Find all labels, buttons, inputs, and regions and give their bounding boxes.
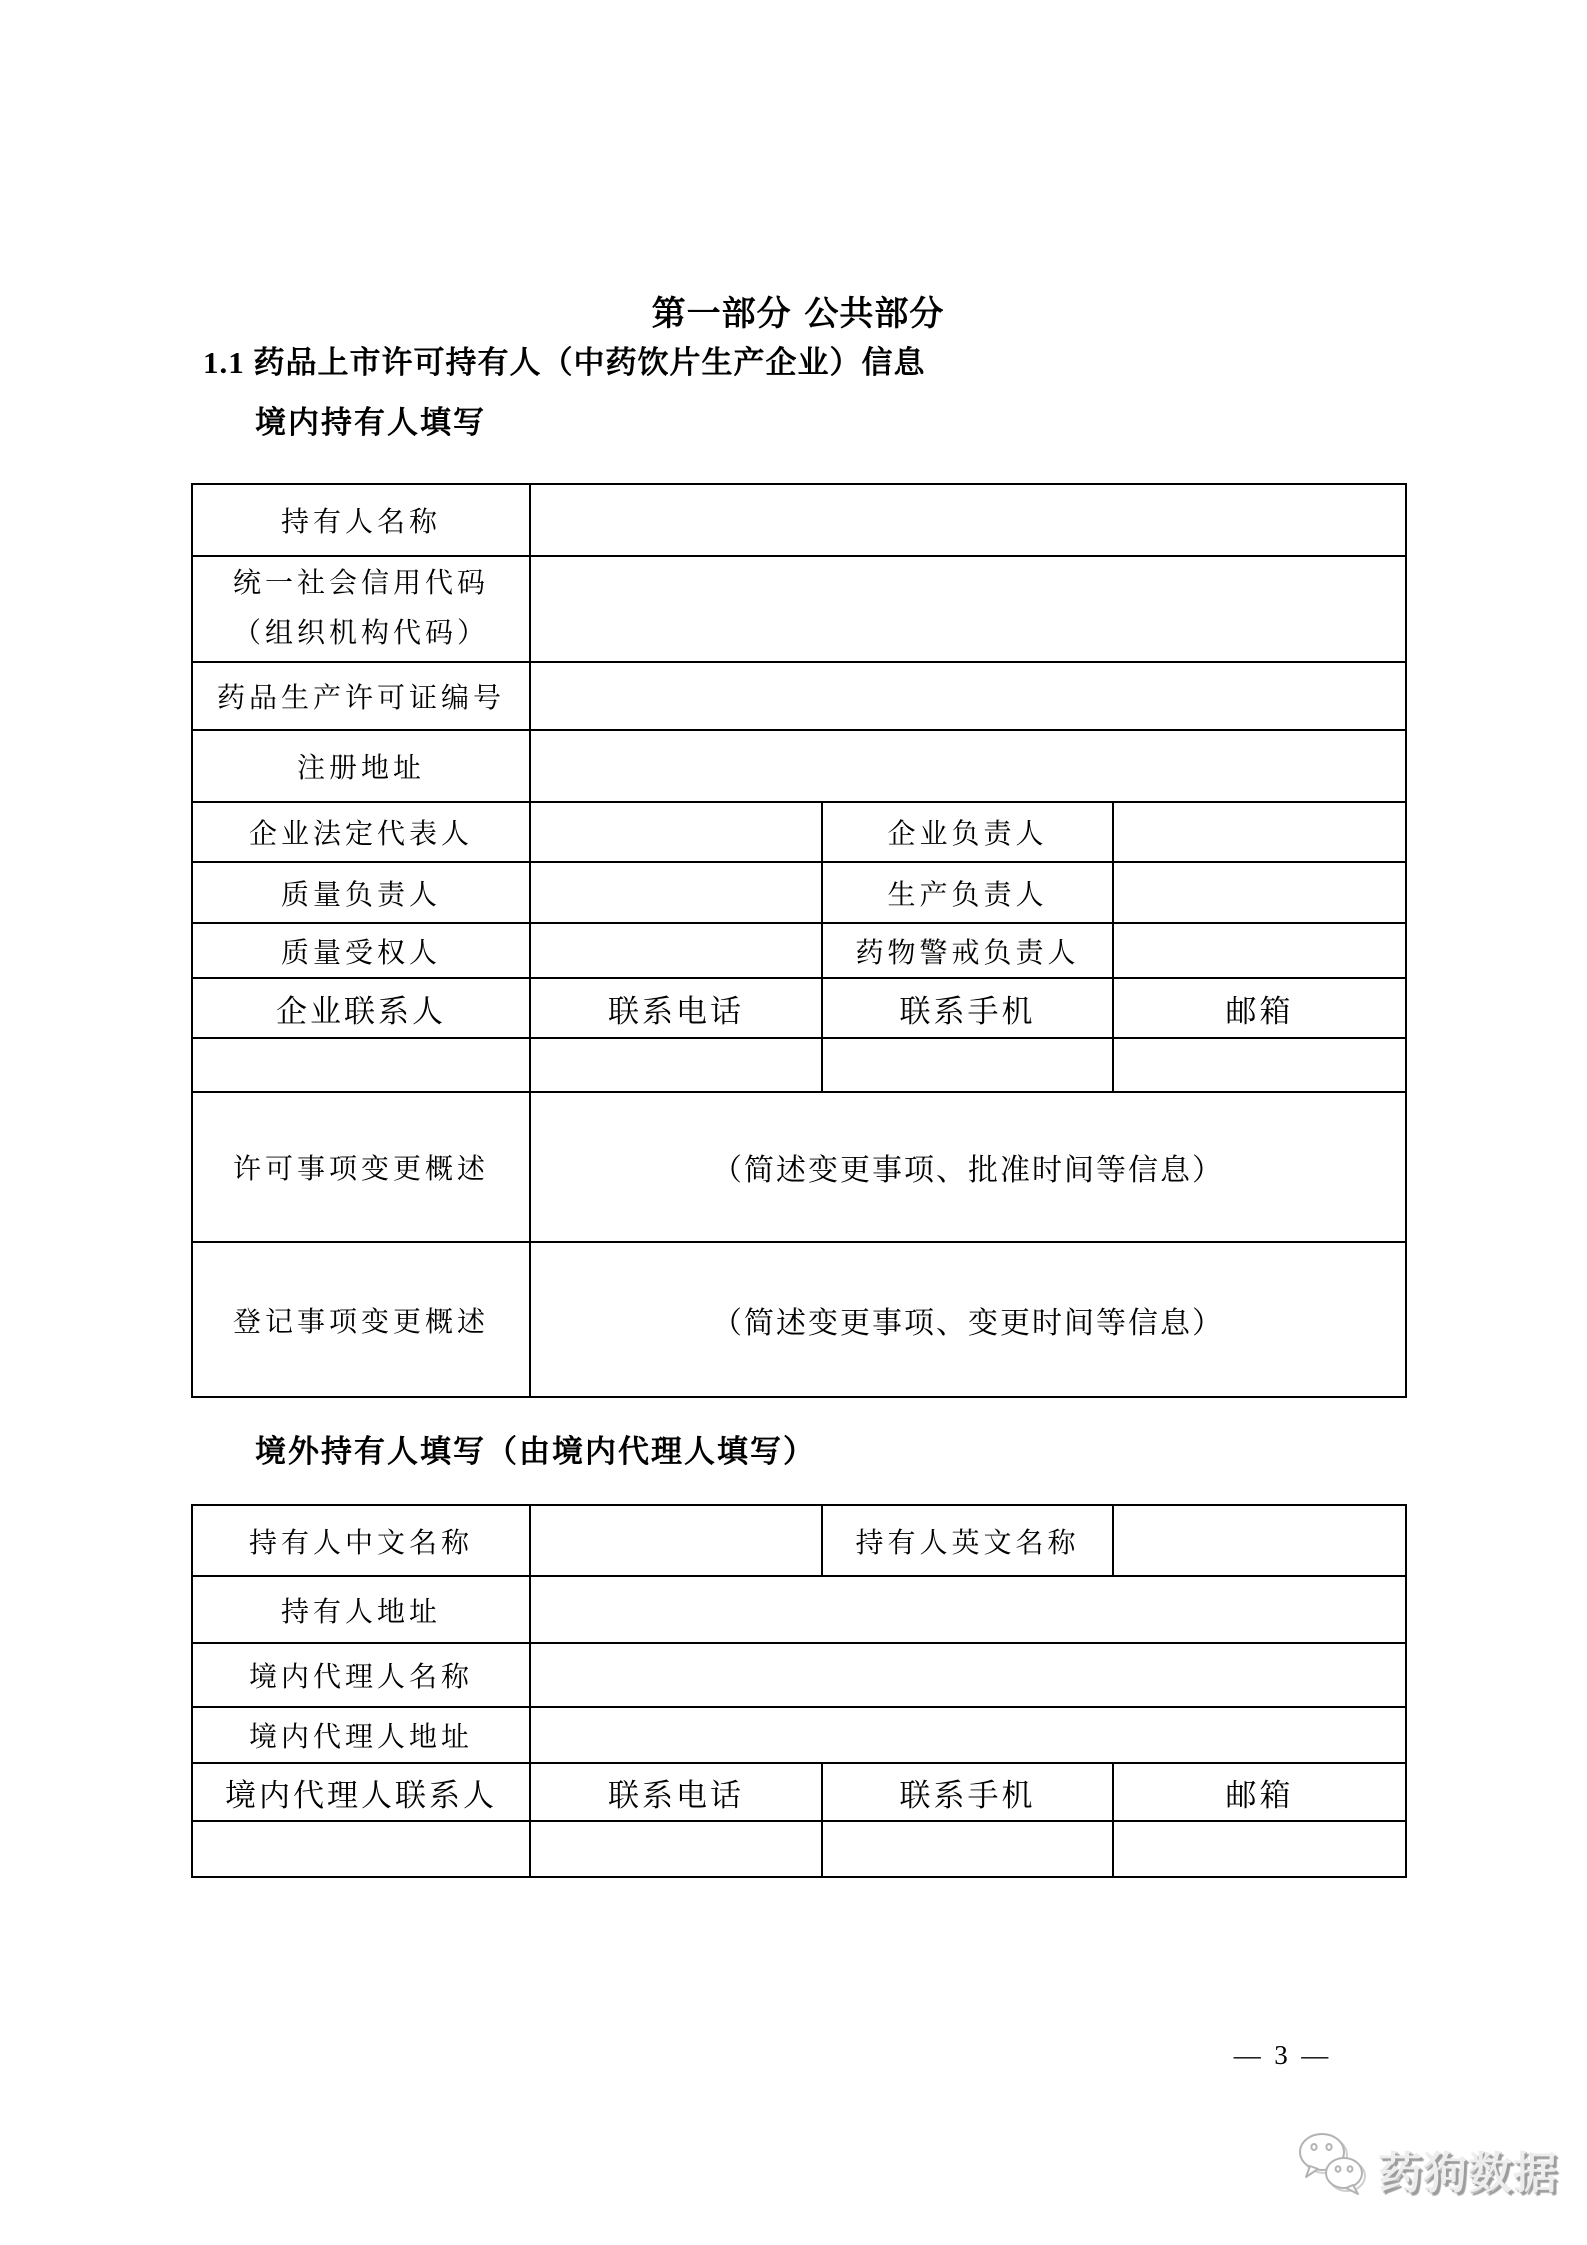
table-row [192, 1242, 1406, 1397]
holder-cn-name-label: 持有人中文名称 [192, 1505, 530, 1576]
table-row [192, 1763, 1406, 1821]
quality-authorized-person-value-cell [530, 923, 822, 978]
registered-address-label: 注册地址 [192, 730, 530, 802]
domestic-holder-table [191, 483, 1407, 1398]
holder-name-value-cell [530, 484, 1406, 556]
company-head-value-cell [1113, 802, 1406, 862]
credit-code-value-cell [530, 556, 1406, 662]
agent-address-value-cell [530, 1707, 1406, 1763]
agent-email-label: 邮箱 [1113, 1763, 1406, 1821]
pharmacovigilance-head-value-cell [1113, 923, 1406, 978]
agent-name-label: 境内代理人名称 [192, 1643, 530, 1707]
table-row [192, 978, 1406, 1038]
email-label: 邮箱 [1113, 978, 1406, 1038]
table-row [192, 730, 1406, 802]
quality-head-value-cell [530, 862, 822, 923]
company-head-label: 企业负责人 [822, 802, 1113, 862]
agent-email-value-cell [1113, 1821, 1406, 1877]
pharmacovigilance-head-label: 药物警戒负责人 [822, 923, 1113, 978]
agent-phone-label: 联系电话 [530, 1763, 822, 1821]
holder-en-name-value-cell [1113, 1505, 1406, 1576]
domestic-holder-subheading: 境内持有人填写 [255, 405, 486, 440]
license-change-label: 许可事项变更概述 [192, 1092, 530, 1242]
holder-en-name-label: 持有人英文名称 [822, 1505, 1113, 1576]
mobile-label: 联系手机 [822, 978, 1113, 1038]
license-change-hint: （简述变更事项、批准时间等信息） [530, 1092, 1406, 1242]
table-row [192, 1643, 1406, 1707]
agent-phone-value-cell [530, 1821, 822, 1877]
page-content [191, 296, 1405, 1878]
page-title: 第一部分 公共部分 [651, 294, 945, 334]
table-row [192, 556, 1406, 662]
table-row [192, 1092, 1406, 1242]
registration-change-hint: （简述变更事项、变更时间等信息） [530, 1242, 1406, 1397]
mobile-value-cell [822, 1038, 1113, 1092]
credit-code-label [192, 556, 530, 662]
phone-value-cell [530, 1038, 822, 1092]
holder-address-value-cell [530, 1576, 1406, 1643]
quality-head-label: 质量负责人 [192, 862, 530, 923]
production-license-no-label: 药品生产许可证编号 [192, 662, 530, 730]
table-row [192, 1821, 1406, 1877]
production-license-no-value-cell [530, 662, 1406, 730]
wechat-chat-bubbles-icon [1298, 2133, 1370, 2204]
agent-contact-value-cell [192, 1821, 530, 1877]
table-row [192, 802, 1406, 862]
table-row [192, 923, 1406, 978]
overseas-holder-subheading: 境外持有人填写（由境内代理人填写） [255, 1434, 816, 1469]
agent-address-label: 境内代理人地址 [192, 1707, 530, 1763]
watermark-text: 药狗数据 [1378, 2147, 1558, 2199]
production-head-value-cell [1113, 862, 1406, 923]
registration-change-label: 登记事项变更概述 [192, 1242, 530, 1397]
table-row [192, 1038, 1406, 1092]
table-row [192, 662, 1406, 730]
credit-code-label-line2: （组织机构代码） [232, 618, 489, 649]
table-row [192, 484, 1406, 556]
table-row [192, 1505, 1406, 1576]
company-contact-label: 企业联系人 [192, 978, 530, 1038]
company-contact-value-cell [192, 1038, 530, 1092]
watermark [1298, 2133, 1558, 2204]
legal-representative-value-cell [530, 802, 822, 862]
page-number: — 3 — [1233, 2040, 1329, 2070]
overseas-holder-table [191, 1504, 1407, 1878]
table-row [192, 862, 1406, 923]
legal-representative-label: 企业法定代表人 [192, 802, 530, 862]
table-row [192, 1707, 1406, 1763]
email-value-cell [1113, 1038, 1406, 1092]
holder-address-label: 持有人地址 [192, 1576, 530, 1643]
section-heading-1-1: 1.1 药品上市许可持有人（中药饮片生产企业）信息 [203, 345, 926, 380]
table-row [192, 1576, 1406, 1643]
agent-mobile-label: 联系手机 [822, 1763, 1113, 1821]
production-head-label: 生产负责人 [822, 862, 1113, 923]
quality-authorized-person-label: 质量受权人 [192, 923, 530, 978]
registered-address-value-cell [530, 730, 1406, 802]
credit-code-label-line1: 统一社会信用代码 [232, 568, 489, 599]
agent-contact-label: 境内代理人联系人 [192, 1763, 530, 1821]
agent-name-value-cell [530, 1643, 1406, 1707]
holder-cn-name-value-cell [530, 1505, 822, 1576]
phone-label: 联系电话 [530, 978, 822, 1038]
agent-mobile-value-cell [822, 1821, 1113, 1877]
holder-name-label: 持有人名称 [192, 484, 530, 556]
